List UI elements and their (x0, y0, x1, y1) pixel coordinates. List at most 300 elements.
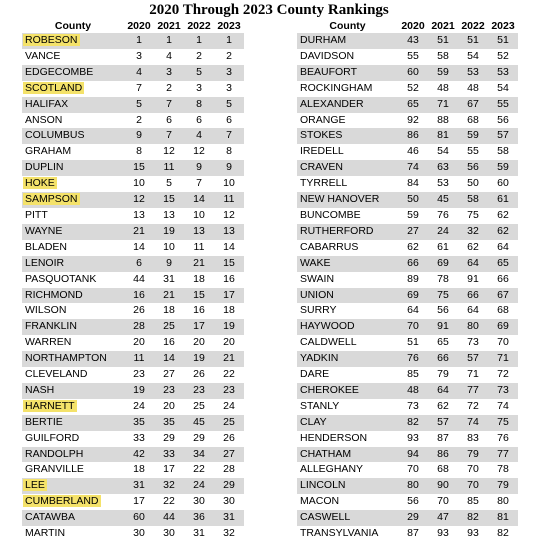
table-row (22, 303, 244, 319)
rank-2021-cell: 47 (428, 510, 458, 526)
county-cell (22, 510, 124, 526)
table-row (297, 256, 518, 272)
table-row (22, 272, 244, 288)
rank-2022-cell: 6 (196, 113, 202, 126)
county-cell (22, 256, 124, 272)
column-header-county: County (297, 20, 398, 33)
rankings-table-left (22, 20, 244, 542)
rank-2021-cell: 61 (437, 240, 449, 253)
column-header-2021: 2021 (428, 20, 458, 33)
rank-2020-cell: 14 (133, 240, 145, 253)
rank-2021-cell: 64 (428, 383, 458, 399)
rank-2022-cell: 7 (196, 177, 202, 190)
county-cell (22, 383, 124, 399)
rank-2021-cell: 23 (154, 383, 184, 399)
rank-2020-cell: 59 (407, 208, 419, 221)
rank-2022-cell: 30 (193, 495, 205, 508)
county-cell (22, 478, 124, 494)
rank-2021-cell: 21 (154, 288, 184, 304)
county-name: DUPLIN (25, 161, 64, 174)
table-row (22, 192, 244, 208)
county-name: PASQUOTANK (25, 272, 97, 285)
county-name: STOKES (300, 129, 343, 142)
rank-2022-cell: 18 (193, 272, 205, 285)
rank-2020-cell: 9 (124, 128, 154, 144)
county-cell (297, 49, 398, 65)
county-cell (22, 224, 124, 240)
county-name: CHEROKEE (300, 383, 359, 396)
table-row (22, 65, 244, 81)
rank-2020-cell: 60 (398, 65, 428, 81)
rank-2020-cell: 48 (398, 383, 428, 399)
rank-2023-cell: 2 (226, 49, 232, 62)
county-cell (297, 431, 398, 447)
table-row (22, 113, 244, 129)
county-name: CALDWELL (300, 336, 357, 349)
rank-2022-cell: 12 (193, 145, 205, 158)
rank-2020-cell: 66 (398, 256, 428, 272)
table-row (297, 478, 518, 494)
county-cell (297, 208, 398, 224)
rank-2023-cell: 18 (223, 304, 235, 317)
rank-2020-cell: 26 (133, 304, 145, 317)
table-row (297, 176, 518, 192)
rank-2022-cell: 17 (184, 319, 214, 335)
rank-2021-cell: 75 (428, 288, 458, 304)
table-row (297, 192, 518, 208)
table-row (22, 415, 244, 431)
county-cell (22, 494, 124, 510)
rank-2022-cell: 5 (184, 65, 214, 81)
rank-2022-cell: 9 (184, 160, 214, 176)
rank-2022-cell: 20 (193, 336, 205, 349)
county-name: CUMBERLAND (25, 495, 99, 508)
rank-2021-cell: 31 (163, 272, 175, 285)
county-name: CASWELL (300, 511, 351, 524)
rank-2020-cell: 16 (124, 288, 154, 304)
column-header-2021: 2021 (154, 20, 184, 33)
rank-2020-cell: 87 (407, 527, 419, 540)
rank-2023-cell: 76 (497, 431, 509, 444)
rank-2022-cell: 48 (467, 81, 479, 94)
county-name: SWAIN (300, 272, 335, 285)
table-row (297, 351, 518, 367)
county-name: GRAHAM (25, 145, 72, 158)
county-cell (297, 240, 398, 256)
rank-2021-cell: 87 (437, 431, 449, 444)
rank-2022-cell: 51 (458, 33, 488, 49)
rank-2020-cell: 11 (124, 351, 154, 367)
rank-2020-cell: 50 (398, 192, 428, 208)
county-name: SCOTLAND (25, 81, 83, 94)
county-name: HALIFAX (25, 97, 69, 110)
rank-2021-cell: 5 (166, 177, 172, 190)
table-row (297, 335, 518, 351)
table-row (297, 144, 518, 160)
rank-2021-cell: 25 (154, 319, 184, 335)
rank-2023-cell: 82 (497, 527, 509, 540)
county-cell (297, 447, 398, 463)
rank-2020-cell: 70 (398, 319, 428, 335)
table-row (297, 81, 518, 97)
rank-2023-cell: 66 (497, 272, 509, 285)
county-cell (22, 176, 124, 192)
rank-2022-cell: 79 (458, 447, 488, 463)
column-header-2020: 2020 (124, 20, 154, 33)
rank-2023-cell: 30 (223, 495, 235, 508)
table-row (22, 49, 244, 65)
rank-2023-cell: 15 (214, 256, 244, 272)
county-name: CHATHAM (300, 447, 352, 460)
rank-2023-cell: 24 (223, 399, 235, 412)
rank-2022-cell: 29 (193, 431, 205, 444)
rank-2022-cell: 68 (467, 113, 479, 126)
rank-2020-cell: 76 (398, 351, 428, 367)
rank-2020-cell: 20 (133, 336, 145, 349)
rank-2020-cell: 27 (398, 224, 428, 240)
county-name: WAYNE (25, 224, 63, 237)
county-name: RICHMOND (25, 288, 83, 301)
county-name: ANSON (25, 113, 63, 126)
rank-2022-cell: 26 (193, 368, 205, 381)
rank-2021-cell: 58 (437, 49, 449, 62)
rank-2023-cell: 61 (488, 192, 518, 208)
rank-2023-cell: 70 (497, 336, 509, 349)
rank-2020-cell: 46 (407, 145, 419, 158)
county-cell (22, 319, 124, 335)
county-cell (22, 208, 124, 224)
table-row (297, 383, 518, 399)
rank-2020-cell: 43 (398, 33, 428, 49)
county-cell (297, 81, 398, 97)
county-cell (297, 303, 398, 319)
rank-2020-cell: 4 (124, 65, 154, 81)
rank-2021-cell: 78 (437, 272, 449, 285)
county-cell (22, 288, 124, 304)
rank-2022-cell: 57 (458, 351, 488, 367)
rank-2020-cell: 62 (407, 240, 419, 253)
rank-2023-cell: 56 (497, 113, 509, 126)
rank-2022-cell: 32 (458, 224, 488, 240)
rank-2021-cell: 76 (437, 208, 449, 221)
rank-2022-cell: 82 (458, 510, 488, 526)
table-row (297, 510, 518, 526)
rank-2021-cell: 13 (163, 208, 175, 221)
rank-2021-cell: 54 (437, 145, 449, 158)
county-cell (297, 97, 398, 113)
table-row (297, 319, 518, 335)
rank-2022-cell: 11 (193, 240, 205, 253)
rank-2021-cell: 57 (428, 415, 458, 431)
county-cell (297, 288, 398, 304)
rank-2023-cell: 23 (214, 383, 244, 399)
rank-2021-cell: 63 (428, 160, 458, 176)
rank-2022-cell: 73 (467, 336, 479, 349)
rank-2023-cell: 67 (488, 288, 518, 304)
rank-2021-cell: 10 (163, 240, 175, 253)
rank-2021-cell: 48 (437, 81, 449, 94)
rank-2022-cell: 4 (184, 128, 214, 144)
county-name: IREDELL (300, 145, 344, 158)
table-row (22, 526, 244, 542)
county-name: GUILFORD (25, 431, 80, 444)
table-row (22, 494, 244, 510)
table-row (297, 33, 518, 49)
table-header-row (297, 20, 518, 33)
county-name: STANLY (300, 399, 340, 412)
county-cell (22, 240, 124, 256)
table-row (297, 431, 518, 447)
rank-2023-cell: 80 (497, 495, 509, 508)
rank-2020-cell: 55 (407, 49, 419, 62)
rank-2023-cell: 3 (226, 81, 232, 94)
rank-2020-cell: 12 (124, 192, 154, 208)
table-row (297, 447, 518, 463)
county-cell (22, 49, 124, 65)
table-row (297, 288, 518, 304)
rank-2022-cell: 58 (458, 192, 488, 208)
rank-2021-cell: 62 (437, 399, 449, 412)
rank-2020-cell: 33 (133, 431, 145, 444)
rank-2021-cell: 19 (154, 224, 184, 240)
table-row (22, 383, 244, 399)
county-cell (22, 303, 124, 319)
rank-2022-cell: 56 (458, 160, 488, 176)
county-cell (22, 128, 124, 144)
rank-2023-cell: 1 (214, 33, 244, 49)
rank-2021-cell: 68 (437, 463, 449, 476)
rank-2022-cell: 34 (184, 447, 214, 463)
rank-2020-cell: 2 (136, 113, 142, 126)
county-cell (297, 160, 398, 176)
rank-2020-cell: 23 (133, 368, 145, 381)
rank-2023-cell: 53 (488, 65, 518, 81)
rank-2022-cell: 71 (467, 368, 479, 381)
table-row (297, 399, 518, 415)
table-row (22, 128, 244, 144)
rank-2022-cell: 80 (458, 319, 488, 335)
rank-2021-cell: 18 (163, 304, 175, 317)
table-row (297, 160, 518, 176)
table-row (22, 367, 244, 383)
rank-2020-cell: 35 (124, 415, 154, 431)
table-row (297, 526, 518, 542)
table-row (22, 144, 244, 160)
table-row (297, 224, 518, 240)
rank-2022-cell: 24 (184, 478, 214, 494)
rank-2021-cell: 14 (154, 351, 184, 367)
rank-2021-cell: 32 (154, 478, 184, 494)
rank-2021-cell: 81 (428, 128, 458, 144)
rank-2021-cell: 7 (154, 97, 184, 113)
county-cell (297, 144, 398, 160)
county-cell (22, 272, 124, 288)
table-row (22, 447, 244, 463)
table-row (22, 33, 244, 49)
county-name: MACON (300, 495, 340, 508)
table-row (297, 97, 518, 113)
rank-2020-cell: 13 (133, 208, 145, 221)
county-cell (297, 510, 398, 526)
rank-2022-cell: 59 (458, 128, 488, 144)
rank-2022-cell: 16 (193, 304, 205, 317)
table-row (22, 335, 244, 351)
rank-2020-cell: 70 (407, 463, 419, 476)
table-row (297, 462, 518, 478)
rank-2023-cell: 14 (223, 240, 235, 253)
rank-2023-cell: 64 (497, 240, 509, 253)
rank-2022-cell: 64 (458, 256, 488, 272)
county-cell (297, 367, 398, 383)
rank-2021-cell: 2 (166, 81, 172, 94)
column-header-2022: 2022 (458, 20, 488, 33)
county-cell (22, 526, 124, 542)
rank-2023-cell: 58 (497, 145, 509, 158)
rank-2022-cell: 36 (184, 510, 214, 526)
rank-2021-cell: 20 (163, 399, 175, 412)
rank-2022-cell: 31 (193, 527, 205, 540)
rank-2020-cell: 65 (398, 97, 428, 113)
rank-2021-cell: 17 (163, 463, 175, 476)
rank-2021-cell: 70 (437, 495, 449, 508)
county-name: DARE (300, 368, 330, 381)
rank-2023-cell: 3 (214, 65, 244, 81)
county-name: NASH (25, 383, 55, 396)
county-cell (297, 224, 398, 240)
rank-2022-cell: 62 (467, 240, 479, 253)
rank-2022-cell: 25 (193, 399, 205, 412)
rank-2021-cell: 45 (428, 192, 458, 208)
table-row (297, 240, 518, 256)
rank-2020-cell: 52 (407, 81, 419, 94)
rank-2022-cell: 50 (467, 177, 479, 190)
rank-2022-cell: 45 (184, 415, 214, 431)
rank-2023-cell: 72 (497, 368, 509, 381)
rank-2022-cell: 10 (193, 208, 205, 221)
county-cell (297, 272, 398, 288)
rank-2021-cell: 44 (154, 510, 184, 526)
rankings-table-right (297, 20, 518, 542)
rank-2021-cell: 79 (437, 368, 449, 381)
rank-2020-cell: 84 (407, 177, 419, 190)
county-cell (22, 113, 124, 129)
county-name: ALEXANDER (300, 97, 364, 110)
county-name: TRANSYLVANIA (300, 527, 379, 540)
rank-2021-cell: 53 (437, 177, 449, 190)
county-name: BERTIE (25, 415, 63, 428)
rank-2020-cell: 8 (136, 145, 142, 158)
county-name: ORANGE (300, 113, 346, 126)
rank-2022-cell: 15 (184, 288, 214, 304)
rank-2023-cell: 74 (497, 399, 509, 412)
rank-2020-cell: 82 (398, 415, 428, 431)
rank-2023-cell: 10 (223, 177, 235, 190)
rank-2021-cell: 11 (154, 160, 184, 176)
rank-2021-cell: 6 (166, 113, 172, 126)
rank-2021-cell: 1 (154, 33, 184, 49)
rank-2022-cell: 1 (184, 33, 214, 49)
rank-2023-cell: 17 (214, 288, 244, 304)
county-name: CATAWBA (25, 511, 75, 524)
table-row (22, 97, 244, 113)
rank-2022-cell: 64 (467, 304, 479, 317)
rank-2023-cell: 7 (214, 128, 244, 144)
table-row (297, 494, 518, 510)
rank-2023-cell: 5 (214, 97, 244, 113)
rank-2020-cell: 24 (133, 399, 145, 412)
rank-2020-cell: 93 (407, 431, 419, 444)
rank-2022-cell: 75 (467, 208, 479, 221)
rank-2021-cell: 7 (154, 128, 184, 144)
table-row (22, 288, 244, 304)
rank-2020-cell: 73 (407, 399, 419, 412)
county-cell (22, 462, 124, 478)
county-cell (22, 415, 124, 431)
rank-2022-cell: 23 (184, 383, 214, 399)
county-cell (22, 144, 124, 160)
county-cell (297, 128, 398, 144)
rank-2022-cell: 66 (458, 288, 488, 304)
rank-2023-cell: 11 (214, 192, 244, 208)
table-row (22, 240, 244, 256)
rank-2022-cell: 93 (467, 527, 479, 540)
county-name: CRAVEN (300, 161, 343, 174)
rank-2022-cell: 91 (467, 272, 479, 285)
county-cell (22, 192, 124, 208)
rank-2021-cell: 93 (437, 527, 449, 540)
rank-2021-cell: 66 (428, 351, 458, 367)
county-cell (297, 399, 398, 415)
county-cell (22, 97, 124, 113)
county-cell (297, 383, 398, 399)
county-cell (297, 65, 398, 81)
county-cell (22, 81, 124, 97)
county-name: VANCE (25, 49, 61, 62)
table-row (297, 415, 518, 431)
rank-2021-cell: 24 (428, 224, 458, 240)
county-cell (22, 367, 124, 383)
rank-2023-cell: 25 (214, 415, 244, 431)
rank-2023-cell: 31 (214, 510, 244, 526)
county-name: MARTIN (25, 527, 66, 540)
county-cell (22, 160, 124, 176)
rank-2020-cell: 64 (407, 304, 419, 317)
rank-2021-cell: 91 (428, 319, 458, 335)
rank-2023-cell: 68 (497, 304, 509, 317)
county-name: FRANKLIN (25, 320, 77, 333)
county-name: TYRRELL (300, 177, 348, 190)
rank-2021-cell: 88 (437, 113, 449, 126)
table-row (297, 303, 518, 319)
table-row (297, 49, 518, 65)
table-row (22, 256, 244, 272)
rank-2022-cell: 72 (467, 399, 479, 412)
county-cell (297, 33, 398, 49)
rank-2021-cell: 35 (154, 415, 184, 431)
rank-2020-cell: 89 (407, 272, 419, 285)
county-name: COLUMBUS (25, 129, 85, 142)
rank-2021-cell: 12 (163, 145, 175, 158)
column-header-2023: 2023 (488, 20, 518, 33)
table-row (22, 319, 244, 335)
rank-2020-cell: 17 (133, 495, 145, 508)
rank-2023-cell: 13 (214, 224, 244, 240)
rank-2020-cell: 6 (124, 256, 154, 272)
county-cell (297, 351, 398, 367)
rank-2020-cell: 18 (133, 463, 145, 476)
rank-2021-cell: 9 (154, 256, 184, 272)
county-cell (297, 256, 398, 272)
